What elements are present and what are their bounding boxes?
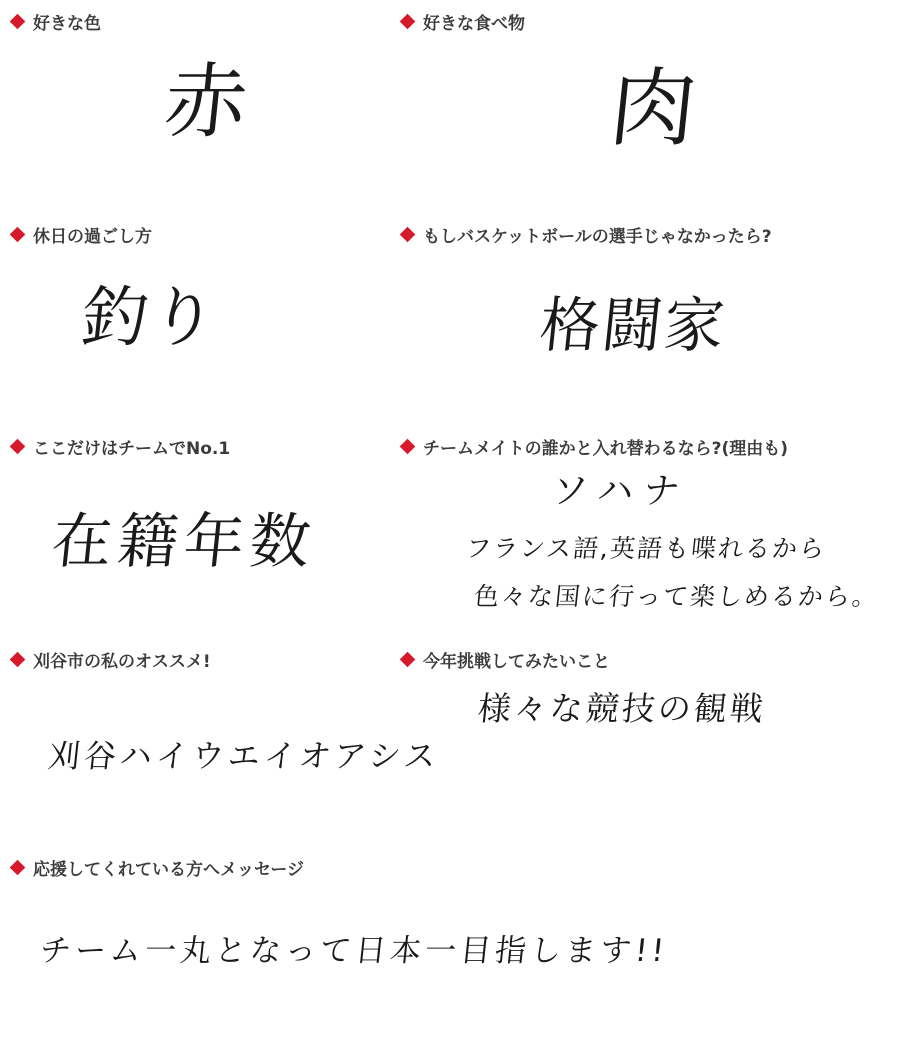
question-label: 好きな色 <box>33 14 101 34</box>
answer-team-number-one: 在籍年数 <box>48 507 320 577</box>
question-message-to-supporters <box>8 855 304 880</box>
question-kariya-recommendation <box>8 647 211 672</box>
diamond-bullet-icon <box>400 14 416 30</box>
question-label: チームメイトの誰かと入れ替わるなら?(理由も) <box>423 439 789 459</box>
diamond-bullet-icon <box>10 227 26 243</box>
diamond-bullet-icon <box>10 439 26 455</box>
question-team-number-one <box>8 434 230 459</box>
answer-challenge-this-year: 様々な競技の観戦 <box>475 689 769 728</box>
question-label: 刈谷市の私のオススメ! <box>33 652 211 672</box>
answer-kariya-recommendation: 刈谷ハイウエイオアシス <box>46 737 442 775</box>
diamond-bullet-icon <box>400 652 416 668</box>
answer-swap-teammate-name: ソハナ <box>549 471 692 512</box>
question-label: ここだけはチームでNo.1 <box>33 439 231 459</box>
answer-swap-teammate-reason-2: 色々な国に行って楽しめるから。 <box>472 582 881 611</box>
diamond-bullet-icon <box>10 14 26 30</box>
question-if-not-basketball <box>398 222 772 247</box>
question-challenge-this-year <box>398 647 610 672</box>
diamond-bullet-icon <box>10 860 26 876</box>
question-swap-teammate <box>398 434 788 459</box>
answer-message-to-supporters: チーム一丸となって日本一目指します!! <box>38 933 670 969</box>
question-label: もしバスケットボールの選手じゃなかったら? <box>423 227 772 247</box>
question-label: 今年挑戦してみたいこと <box>423 652 610 672</box>
answer-if-not-basketball: 格闘家 <box>536 291 730 361</box>
diamond-bullet-icon <box>10 652 26 668</box>
diamond-bullet-icon <box>400 227 416 243</box>
question-favorite-food <box>398 9 525 34</box>
diamond-bullet-icon <box>400 439 416 455</box>
question-holiday <box>8 222 152 247</box>
question-label: 休日の過ごし方 <box>33 227 152 247</box>
answer-favorite-food: 肉 <box>604 59 704 159</box>
question-label: 好きな食べ物 <box>423 14 525 34</box>
question-favorite-color <box>8 9 101 34</box>
answer-favorite-color: 赤 <box>160 55 255 150</box>
question-label: 応援してくれている方へメッセージ <box>33 860 304 880</box>
answer-holiday: 釣り <box>78 279 223 356</box>
answer-swap-teammate-reason-1: フランス語,英語も喋れるから <box>464 534 828 563</box>
